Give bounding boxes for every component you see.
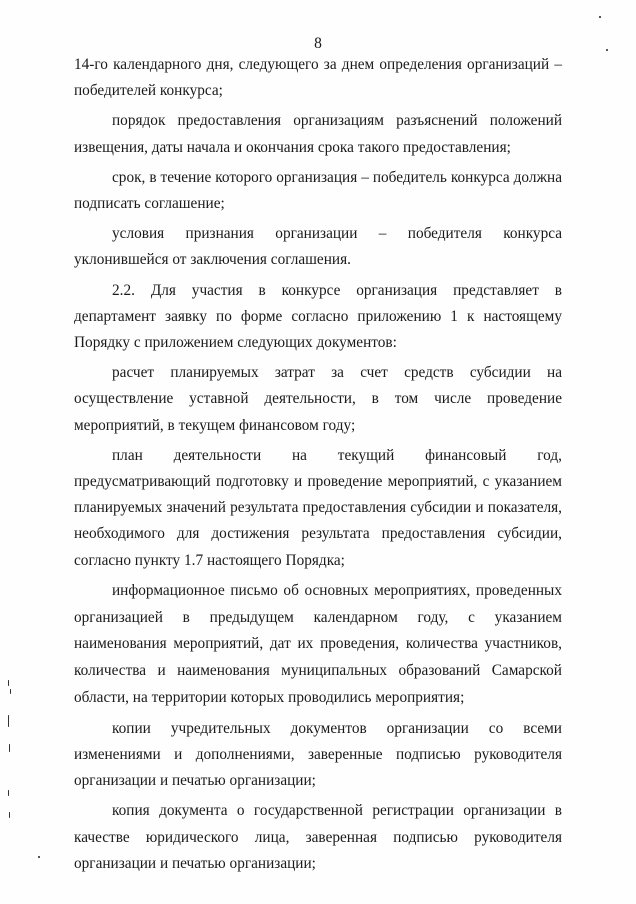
paragraph-state-registration: копия документа о государственной регистрации организации в качестве юридического лица, заверенная подписью руководителя организации и печатью организации; [74,802,562,872]
paragraph-constituent-documents: копии учредительных документов организации со всеми изменениями и дополнениями, заверенные подписью руководителя организации и печатью организации; [74,719,562,790]
scan-mark-left-2 [10,689,11,694]
scan-speck-bottom [38,856,40,858]
paragraph-signing-term: срок, в течение которого организация – победитель конкурса должна подписать соглашение; [74,168,562,213]
page-number: 8 [314,35,322,52]
paragraph-cost-calculation: расчет планируемых затрат за счет средств субсидии на осуществление уставной деятельности, в том числе проведение мероприятий, в текущем финансовом году; [74,364,562,434]
paragraph-information-letter: информационное письмо об основных мероприятиях, проведенных организацией в предыдущем календарном году, с указанием наименования мероприятий, дат их проведения, количества участников, количества и наименования муниципальных образований Самарской области, на территории которых проводились мероприятия; [74,581,562,707]
paragraph-conclusion-deadline: 14-го календарного дня, следующего за днем определения организаций – победителей конкурса; [74,56,562,100]
scan-speck-right [606,49,608,51]
paragraph-evasion-conditions: условия признания организации – победителя конкурса уклонившейся от заключения соглашения. [74,225,562,269]
scan-mark-left-1 [8,680,9,686]
scan-mark-left-5 [8,790,9,796]
paragraph-activity-plan: план деятельности на текущий финансовый год, предусматривающий подготовку и проведение мероприятий, с указанием планируемых значений результата предоставления субсидии и показателя, необходимого для достижения результата предоставления субсидии, согласно пункту 1.7 настоящего Порядка; [74,446,562,569]
document-body [74,52,562,881]
scan-mark-left-6 [9,812,10,818]
scan-mark-left-3 [8,715,9,727]
scan-speck-top-right [599,16,601,18]
paragraph-clarifications-procedure: порядок предоставления организациям разъяснений положений извещения, даты начала и окончания срока такого предоставления; [74,112,562,156]
paragraph-application-2-2: 2.2. Для участия в конкурсе организация представляет в департамент заявку по форме согласно приложению 1 к настоящему Порядку с приложением следующих документов: [74,281,562,352]
scan-mark-left-4 [9,744,10,752]
